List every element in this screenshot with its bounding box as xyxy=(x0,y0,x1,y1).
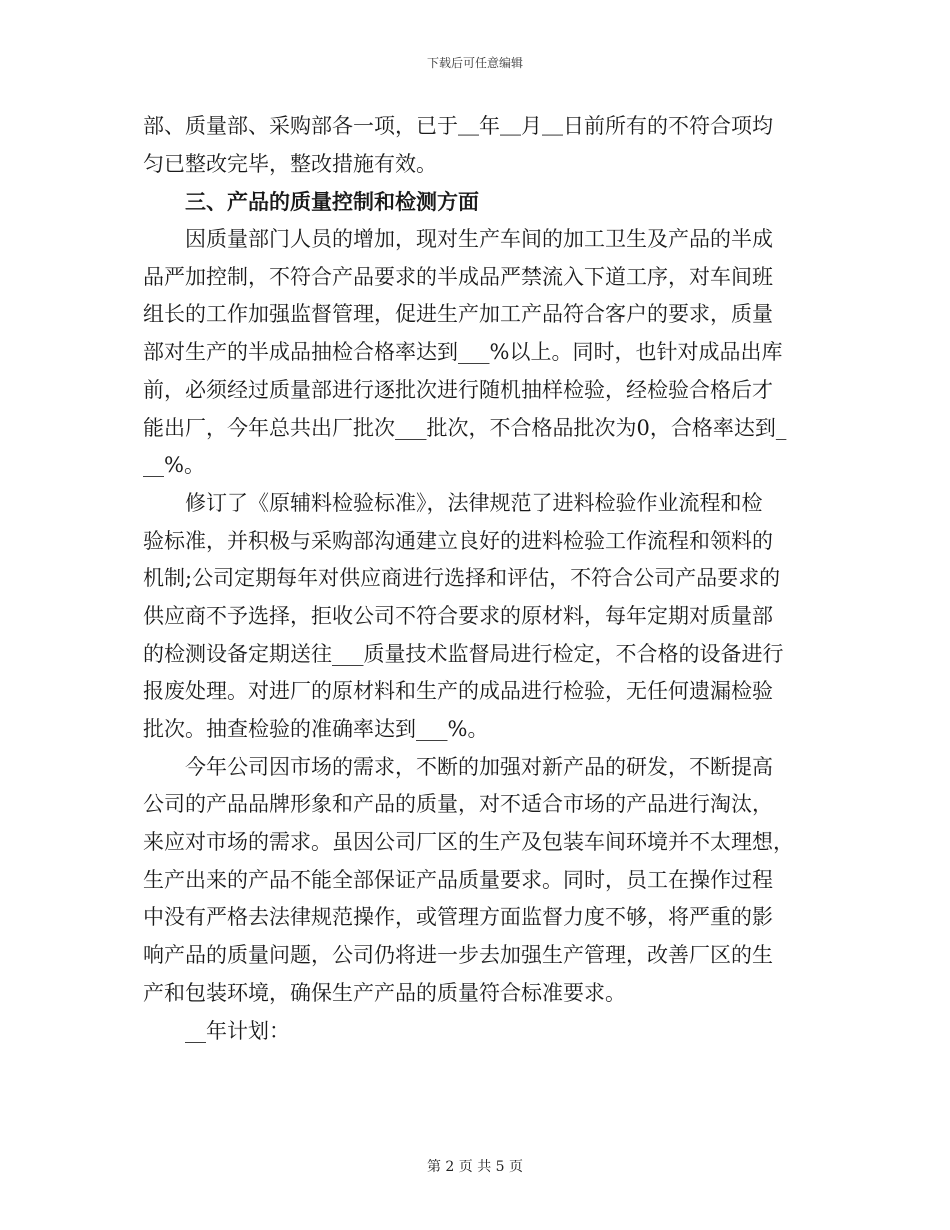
text-line: __年计划： xyxy=(185,1018,290,1043)
text-line: 验标准，并积极与采购部沟通建立良好的进料检验工作流程和领料的 xyxy=(143,528,773,553)
page-footer: 第 2 页 共 5 页 xyxy=(426,1159,524,1175)
text-line: 的检测设备定期送往___质量技术监督局进行检定，不合格的设备进行 xyxy=(143,641,784,666)
text-line: 中没有严格去法律规范操作，或管理方面监督力度不够，将严重的影 xyxy=(143,905,773,930)
text-line: 修订了《原辅料检验标准》，法律规范了进料检验作业流程和检 xyxy=(185,490,763,515)
text-line: 机制;公司定期每年对供应商进行选择和评估，不符合公司产品要求的 xyxy=(143,566,781,591)
text-line: 批次。抽查检验的准确率达到___%。 xyxy=(143,717,489,741)
text-line: 部对生产的半成品抽检合格率达到___%以上。同时，也针对成品出库 xyxy=(143,340,783,365)
text-line: 品严加控制，不符合产品要求的半成品严禁流入下道工序，对车间班 xyxy=(143,264,773,289)
text-line: 今年公司因市场的需求，不断的加强对新产品的研发，不断提高 xyxy=(185,754,773,779)
text-line: 报废处理。对进厂的原材料和生产的成品进行检验，无任何遗漏检验 xyxy=(143,679,773,704)
text-line: 生产出来的产品不能全部保证产品质量要求。同时，员工在操作过程 xyxy=(143,867,773,892)
text-line: 部、质量部、采购部各一项，已于＿年＿月＿日前所有的不符合项均 xyxy=(143,114,773,138)
document-body xyxy=(143,108,811,1050)
text-line: 供应商不予选择，拒收公司不符合要求的原材料，每年定期对质量部 xyxy=(143,603,773,628)
text-line: 组长的工作加强监督管理，促进生产加工产品符合客户的要求，质量 xyxy=(143,302,773,327)
text-line: 匀已整改完毕，整改措施有效。 xyxy=(143,151,437,176)
text-line: 能出厂，今年总共出厂批次___批次，不合格品批次为0，合格率达到_ xyxy=(143,415,787,440)
text-line: 来应对市场的需求。虽因公司厂区的生产及包装车间环境并不太理想， xyxy=(143,830,794,855)
text-line: __%。 xyxy=(143,453,205,478)
text-line: 产和包装环境，确保生产产品的质量符合标准要求。 xyxy=(143,980,626,1005)
text-line: 前，必须经过质量部进行逐批次进行随机抽样检验，经检验合格后才 xyxy=(143,377,773,402)
text-line: 响产品的质量问题，公司仍将进一步去加强生产管理，改善厂区的生 xyxy=(143,943,773,968)
text-line: 公司的产品品牌形象和产品的质量，对不适合市场的产品进行淘汰， xyxy=(143,792,773,817)
section-heading: 三、产品的质量控制和检测方面 xyxy=(185,189,479,215)
page-header: 下载后可任意编辑 xyxy=(426,56,523,70)
text-line: 因质量部门人员的增加，现对生产车间的加工卫生及产品的半成 xyxy=(185,227,773,252)
